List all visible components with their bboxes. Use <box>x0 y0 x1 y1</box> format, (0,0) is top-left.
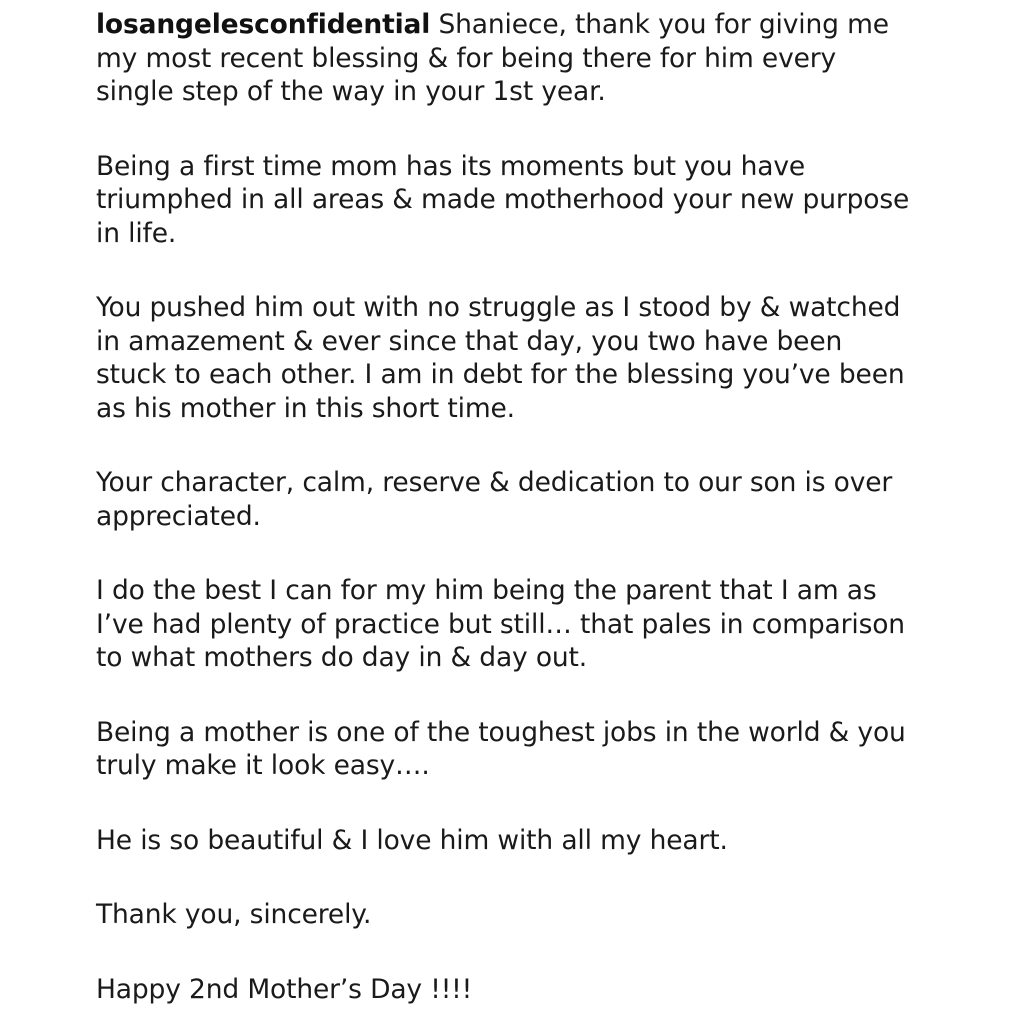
caption-line: single step of the way in your 1st year. <box>96 76 606 107</box>
caption-line: I’ve had plenty of practice but still… that pales in comparison <box>96 608 905 640</box>
caption-line: in amazement & ever since that day, you two have been <box>96 325 843 357</box>
caption-line: Being a mother is one of the toughest jobs in the world & you <box>96 716 906 748</box>
caption-line: Thank you, sincerely. <box>96 899 372 930</box>
caption-line: in life. <box>96 217 177 249</box>
caption-line: appreciated. <box>96 500 261 532</box>
caption-line: Your character, calm, reserve & dedication to our son is over <box>96 467 893 498</box>
caption-line: I do the best I can for my him being the parent that I am as <box>96 575 877 606</box>
caption-paragraph-2 <box>96 150 946 251</box>
caption-line: as his mother in this short time. <box>96 392 515 424</box>
caption-line: He is so beautiful & I love him with all my heart. <box>96 824 728 856</box>
caption-paragraph-6 <box>96 716 946 783</box>
caption-paragraph-7 <box>96 824 946 858</box>
caption-line: triumphed in all areas & made motherhood your new purpose <box>96 184 910 215</box>
post-caption <box>96 8 946 1006</box>
caption-line: Happy 2nd Mother’s Day !!!! <box>96 973 473 1005</box>
caption-line: to what mothers do day in & day out. <box>96 642 588 673</box>
caption-paragraph-9 <box>96 973 946 1007</box>
caption-line: truly make it look easy…. <box>96 750 430 781</box>
caption-paragraph-4 <box>96 466 946 533</box>
caption-line: my most recent blessing & for being there for him every <box>96 42 837 74</box>
caption-paragraph-5 <box>96 574 946 675</box>
caption-line: stuck to each other. I am in debt for the blessing you’ve been <box>96 359 905 390</box>
caption-text: Shaniece, thank you for giving me <box>438 9 889 40</box>
caption-paragraph-8 <box>96 898 946 932</box>
caption-line <box>96 8 946 42</box>
username-link[interactable]: losangelesconfidential <box>96 9 431 40</box>
caption-paragraph-3 <box>96 291 946 425</box>
caption-line: Being a first time mom has its moments but you have <box>96 150 806 182</box>
caption-line: You pushed him out with no struggle as I stood by & watched <box>96 292 901 323</box>
caption-paragraph-1 <box>96 8 946 109</box>
